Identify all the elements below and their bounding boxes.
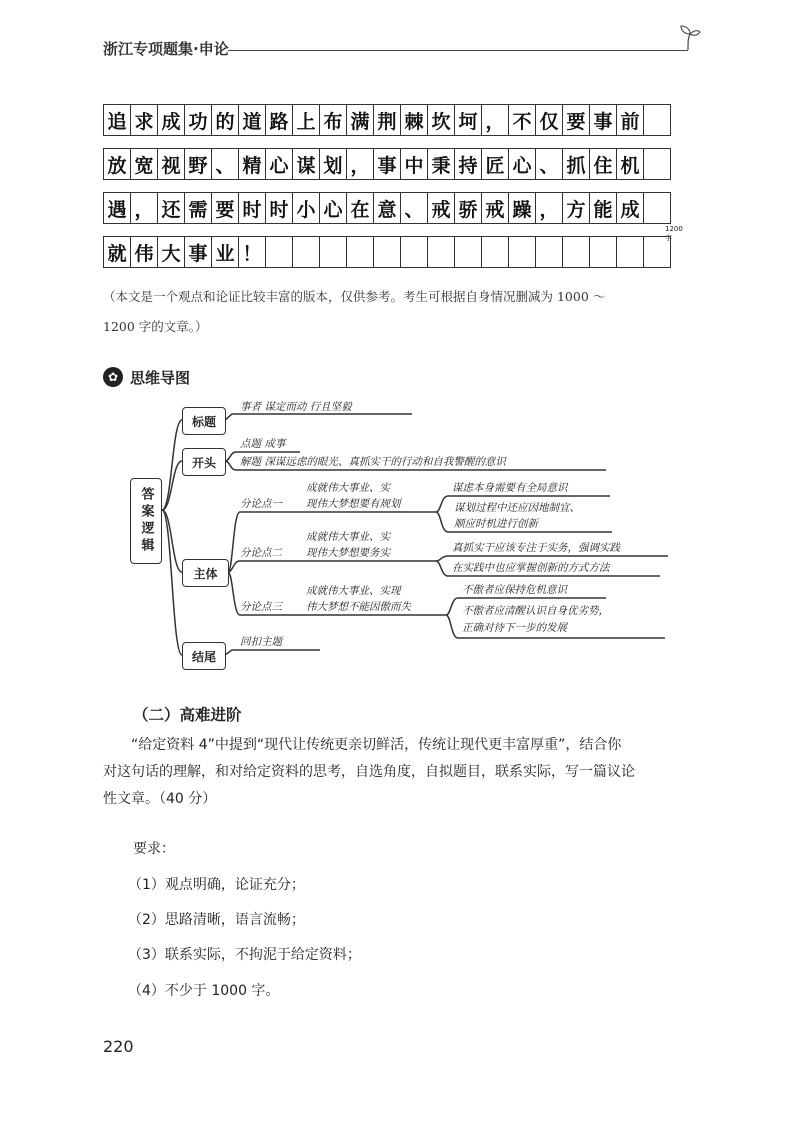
grid-cell: 抓	[562, 148, 590, 180]
grid-cell: ，	[481, 104, 509, 136]
running-header-title: 浙江专项题集·申论	[103, 40, 229, 58]
mind-map-opening-point: 点题 成事	[240, 438, 286, 450]
grid-cell: 、	[211, 148, 239, 180]
grid-cell: 上	[292, 104, 320, 136]
grid-cell: ，	[535, 192, 563, 224]
grid-cell: 心	[508, 148, 536, 180]
grid-cell: 方	[562, 192, 590, 224]
grid-cell: 能	[589, 192, 617, 224]
requirement-item: （1）观点明确，论证充分；	[128, 877, 305, 893]
mind-map-sub-point: 谋划过程中还应因地制宜、	[454, 502, 580, 514]
grid-cell: 伟	[130, 236, 158, 268]
grid-cell: 在	[346, 192, 374, 224]
grid-cell: 不	[508, 104, 536, 136]
grid-cell: 要	[562, 104, 590, 136]
mind-map-node-opening: 开头	[182, 448, 226, 476]
mind-map-point-claim: 成就伟大事业、实	[306, 531, 390, 543]
grid-cell: 放	[103, 148, 131, 180]
mind-map-root: 答案逻辑	[130, 478, 162, 564]
mind-map-point-name: 分论点一	[240, 498, 282, 510]
grid-cell: 遇	[103, 192, 131, 224]
mind-map-sub-point: 不傲者应保持危机意识	[462, 584, 567, 596]
grid-cell: 要	[211, 192, 239, 224]
grid-cell: 成	[157, 104, 185, 136]
grid-cell: 大	[157, 236, 185, 268]
grid-cell: 视	[157, 148, 185, 180]
mind-map-node-title: 标题	[182, 407, 226, 435]
grid-cell: 时	[238, 192, 266, 224]
grid-cell: 住	[589, 148, 617, 180]
grid-cell: 、	[400, 192, 428, 224]
mind-map-point-claim: 成就伟大事业、实	[306, 482, 390, 494]
grid-cell: 心	[319, 192, 347, 224]
grid-cell: 荆	[373, 104, 401, 136]
requirement-item: （2）思路清晰，语言流畅；	[128, 912, 305, 928]
grid-cell: 匠	[481, 148, 509, 180]
grid-cell: 事	[184, 236, 212, 268]
grid-cell: 布	[319, 104, 347, 136]
mind-map-sub-point: 真抓实干应该专注于实务，强调实践	[452, 542, 620, 554]
task-prompt-line: 性文章。（40 分）	[103, 791, 217, 807]
mind-map-sub-point: 不傲者应清醒认识自身优劣势，	[462, 605, 609, 617]
grid-cell: 前	[616, 104, 644, 136]
subsection-title: （二）高难进阶	[133, 706, 242, 724]
grid-cell: 意	[373, 192, 401, 224]
essay-note-line: 1200 字的文章。）	[103, 319, 208, 334]
grid-cell: 小	[292, 192, 320, 224]
requirement-item: （4）不少于 1000 字。	[128, 983, 280, 999]
section-title-mindmap: 思维导图	[130, 369, 191, 387]
grid-cell: 的	[211, 104, 239, 136]
grid-cell: 野	[184, 148, 212, 180]
grid-cell: 道	[238, 104, 266, 136]
grid-cell: 坎	[427, 104, 455, 136]
grid-cell: 持	[454, 148, 482, 180]
flower-icon: ✿	[103, 367, 123, 387]
grid-cell: 心	[265, 148, 293, 180]
grid-cell: 机	[616, 148, 644, 180]
grid-cell: 功	[184, 104, 212, 136]
mind-map-node-ending: 结尾	[182, 642, 226, 670]
grid-cell: 时	[265, 192, 293, 224]
task-prompt	[103, 732, 703, 813]
grid-cell: 中	[400, 148, 428, 180]
grid-cell: 路	[265, 104, 293, 136]
mind-map-point-claim: 伟大梦想不能因傲而失	[306, 601, 411, 613]
mind-map-point-name: 分论点二	[240, 547, 282, 559]
task-prompt-line: 对这句话的理解，和对给定资料的思考，自选角度，自拟题目，联系实际，写一篇议论	[103, 764, 635, 780]
grid-cell: 坷	[454, 104, 482, 136]
grid-cell: 成	[616, 192, 644, 224]
grid-cell: 精	[238, 148, 266, 180]
mind-map-opening-explain: 解题 深谋远虑的眼光、真抓实干的行动和自我警醒的意识	[240, 456, 506, 468]
mind-map-title-text: 事者 谋定而动 行且坚毅	[240, 401, 352, 413]
mind-map-sub-point: 在实践中也应掌握创新的方式方法	[452, 562, 610, 574]
requirement-item: （3）联系实际，不拘泥于给定资料；	[128, 947, 361, 963]
grid-cell: 业	[211, 236, 239, 268]
mind-map-sub-point: 顺应时机进行创新	[454, 518, 538, 530]
grid-cell: 骄	[454, 192, 482, 224]
mind-map-point-claim: 现伟大梦想要务实	[306, 547, 390, 559]
grid-cell: 谋	[292, 148, 320, 180]
grid-cell: ，	[130, 192, 158, 224]
mind-map-ending-text: 回扣主题	[240, 636, 282, 648]
grid-cell: ！	[238, 236, 266, 268]
mind-map-node-body: 主体	[182, 559, 229, 587]
task-prompt-line: “给定资料 4”中提到“现代让传统更亲切鲜活，传统让现代更丰富厚重”，结合你	[131, 737, 622, 753]
grid-cell: 躁	[508, 192, 536, 224]
grid-cell: ，	[346, 148, 374, 180]
essay-note-line: （本文是一个观点和论证比较丰富的版本，仅供参考。考生可根据自身情况删减为 1000 ～	[103, 289, 606, 304]
grid-cell: 划	[319, 148, 347, 180]
grid-cell: 宽	[130, 148, 158, 180]
grid-cell: 满	[346, 104, 374, 136]
mind-map-point-claim: 成就伟大事业、实现	[306, 585, 401, 597]
grid-cell: 需	[184, 192, 212, 224]
word-count-mark: 1200字	[665, 225, 683, 242]
requirements-title: 要求：	[133, 841, 175, 857]
grid-cell: 追	[103, 104, 131, 136]
mind-map-point-name: 分论点三	[240, 601, 282, 613]
grid-cell: 就	[103, 236, 131, 268]
grid-cell: 求	[130, 104, 158, 136]
mind-map-sub-point: 谋虑本身需要有全局意识	[452, 482, 568, 494]
grid-cell: 棘	[400, 104, 428, 136]
mind-map-point-claim: 现伟大梦想要有规划	[306, 498, 401, 510]
grid-cell: 仅	[535, 104, 563, 136]
grid-cell: 戒	[481, 192, 509, 224]
grid-cell: 还	[157, 192, 185, 224]
grid-cell: 事	[373, 148, 401, 180]
grid-cell: 事	[589, 104, 617, 136]
grid-cell: 秉	[427, 148, 455, 180]
grid-cell: 戒	[427, 192, 455, 224]
mind-map-sub-point: 正确对待下一步的发展	[462, 622, 567, 634]
page-number: 220	[103, 1037, 134, 1056]
grid-cell: 、	[535, 148, 563, 180]
